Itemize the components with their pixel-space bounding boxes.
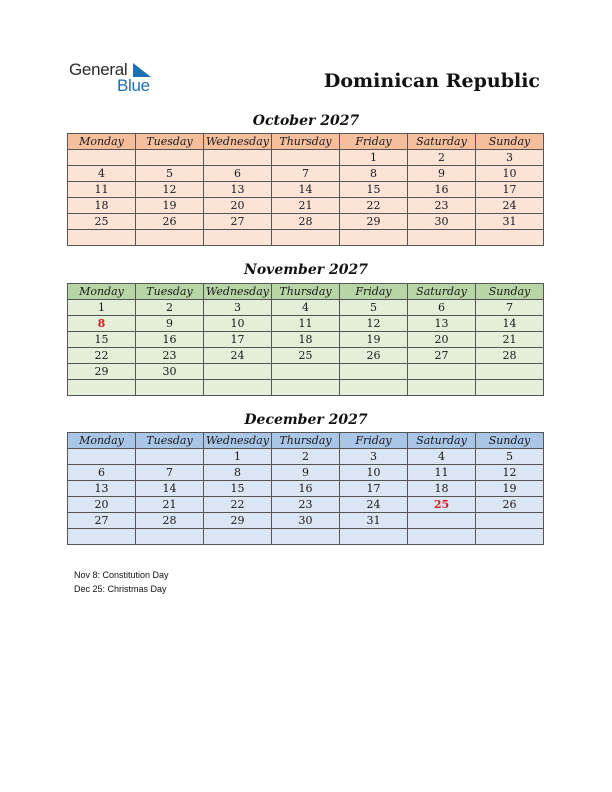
day-cell: 17: [204, 332, 272, 348]
day-cell: 26: [136, 214, 204, 230]
day-cell: 18: [408, 481, 476, 497]
empty-day-cell: [340, 364, 408, 380]
week-row: [68, 214, 544, 230]
day-cell: 23: [272, 497, 340, 513]
weekday-header: Sunday: [476, 433, 544, 449]
day-cell: 27: [204, 214, 272, 230]
weekday-header: Friday: [340, 433, 408, 449]
day-cell: 4: [408, 449, 476, 465]
empty-day-cell: [204, 150, 272, 166]
day-cell: 6: [204, 166, 272, 182]
day-cell: 21: [272, 198, 340, 214]
empty-day-cell: [476, 513, 544, 529]
day-cell: 2: [136, 300, 204, 316]
day-cell: 7: [272, 166, 340, 182]
empty-day-cell: [476, 380, 544, 396]
day-cell: 8: [204, 465, 272, 481]
day-cell: 30: [136, 364, 204, 380]
month-title: December 2027: [244, 412, 368, 428]
day-cell: 14: [272, 182, 340, 198]
day-cell: 15: [340, 182, 408, 198]
day-cell: 20: [68, 497, 136, 513]
day-cell: 25: [68, 214, 136, 230]
week-row: [68, 182, 544, 198]
empty-day-cell: [340, 380, 408, 396]
day-cell: 12: [136, 182, 204, 198]
weekday-header: Monday: [68, 433, 136, 449]
empty-day-cell: [68, 529, 136, 545]
empty-day-cell: [136, 449, 204, 465]
day-cell: 9: [136, 316, 204, 332]
logo: [69, 60, 169, 96]
weekday-header: Thursday: [272, 134, 340, 150]
day-cell: 4: [272, 300, 340, 316]
weekday-header-row: [68, 134, 544, 150]
day-cell: 22: [68, 348, 136, 364]
day-cell: 13: [408, 316, 476, 332]
empty-day-cell: [476, 230, 544, 246]
empty-day-cell: [408, 529, 476, 545]
day-cell: 28: [476, 348, 544, 364]
weekday-header: Wednesday: [204, 134, 272, 150]
day-cell: 28: [272, 214, 340, 230]
day-cell: 31: [476, 214, 544, 230]
empty-day-cell: [476, 364, 544, 380]
month-title: October 2027: [252, 113, 360, 129]
day-cell: 29: [204, 513, 272, 529]
empty-day-cell: [476, 529, 544, 545]
day-cell: 24: [340, 497, 408, 513]
weekday-header: Saturday: [408, 134, 476, 150]
day-cell: 9: [272, 465, 340, 481]
logo-general-text: General: [69, 60, 128, 79]
weekday-header-row: [68, 433, 544, 449]
logo-blue-text: Blue: [117, 76, 150, 95]
day-cell: 15: [68, 332, 136, 348]
day-cell: 1: [68, 300, 136, 316]
empty-day-cell: [204, 230, 272, 246]
empty-day-cell: [68, 380, 136, 396]
day-cell: 30: [272, 513, 340, 529]
empty-day-cell: [68, 449, 136, 465]
day-cell: 14: [476, 316, 544, 332]
weekday-header: Friday: [340, 284, 408, 300]
day-cell: 13: [68, 481, 136, 497]
day-cell: 7: [136, 465, 204, 481]
day-cell: 14: [136, 481, 204, 497]
day-cell: 3: [340, 449, 408, 465]
day-cell: 12: [476, 465, 544, 481]
empty-day-cell: [408, 380, 476, 396]
day-cell: 9: [408, 166, 476, 182]
day-cell: 20: [204, 198, 272, 214]
week-row: [68, 332, 544, 348]
empty-day-cell: [272, 150, 340, 166]
week-row: [68, 465, 544, 481]
day-cell: 2: [408, 150, 476, 166]
day-cell: 24: [204, 348, 272, 364]
empty-day-cell: [408, 230, 476, 246]
day-cell: 25: [272, 348, 340, 364]
day-cell: 11: [272, 316, 340, 332]
day-cell: 7: [476, 300, 544, 316]
day-cell: 3: [476, 150, 544, 166]
empty-day-cell: [136, 380, 204, 396]
empty-day-cell: [136, 529, 204, 545]
logo-flag-icon: [133, 63, 151, 77]
day-cell: 10: [204, 316, 272, 332]
day-cell: 18: [68, 198, 136, 214]
day-cell: 5: [476, 449, 544, 465]
day-cell: 29: [68, 364, 136, 380]
empty-day-cell: [204, 364, 272, 380]
day-cell: 1: [204, 449, 272, 465]
week-row: [68, 364, 544, 380]
empty-day-cell: [136, 230, 204, 246]
weekday-header: Sunday: [476, 134, 544, 150]
day-cell: 16: [136, 332, 204, 348]
empty-day-cell: [272, 529, 340, 545]
day-cell: 12: [340, 316, 408, 332]
weekday-header: Sunday: [476, 284, 544, 300]
day-cell: 5: [136, 166, 204, 182]
weekday-header: Monday: [68, 284, 136, 300]
holiday-day-cell: 25: [408, 497, 476, 513]
empty-day-cell: [408, 364, 476, 380]
day-cell: 6: [68, 465, 136, 481]
weekday-header: Monday: [68, 134, 136, 150]
week-row: [68, 316, 544, 332]
weekday-header: Wednesday: [204, 433, 272, 449]
month-calendar-table: [67, 432, 544, 545]
week-row: [68, 497, 544, 513]
day-cell: 22: [204, 497, 272, 513]
day-cell: 11: [408, 465, 476, 481]
holiday-note: Nov 8: Constitution Day: [74, 570, 169, 580]
day-cell: 10: [476, 166, 544, 182]
weekday-header: Wednesday: [204, 284, 272, 300]
day-cell: 5: [340, 300, 408, 316]
week-row: [68, 348, 544, 364]
empty-day-cell: [272, 364, 340, 380]
day-cell: 6: [408, 300, 476, 316]
day-cell: 16: [408, 182, 476, 198]
week-row: [68, 166, 544, 182]
month-calendar-table: [67, 133, 544, 246]
empty-day-cell: [204, 529, 272, 545]
day-cell: 8: [340, 166, 408, 182]
day-cell: 21: [476, 332, 544, 348]
month-calendar-table: [67, 283, 544, 396]
empty-day-cell: [408, 513, 476, 529]
weekday-header: Tuesday: [136, 433, 204, 449]
weekday-header: Thursday: [272, 433, 340, 449]
weekday-header: Saturday: [408, 284, 476, 300]
day-cell: 13: [204, 182, 272, 198]
day-cell: 4: [68, 166, 136, 182]
day-cell: 2: [272, 449, 340, 465]
day-cell: 19: [476, 481, 544, 497]
day-cell: 19: [340, 332, 408, 348]
day-cell: 27: [68, 513, 136, 529]
weekday-header: Friday: [340, 134, 408, 150]
week-row: [68, 449, 544, 465]
day-cell: 22: [340, 198, 408, 214]
empty-day-cell: [340, 230, 408, 246]
day-cell: 29: [340, 214, 408, 230]
week-row: [68, 150, 544, 166]
empty-day-cell: [204, 380, 272, 396]
holiday-notes: [74, 568, 169, 596]
day-cell: 1: [340, 150, 408, 166]
week-row: [68, 300, 544, 316]
day-cell: 23: [136, 348, 204, 364]
empty-day-cell: [136, 150, 204, 166]
week-row: [68, 380, 544, 396]
day-cell: 27: [408, 348, 476, 364]
empty-day-cell: [68, 230, 136, 246]
empty-day-cell: [340, 529, 408, 545]
country-title: Dominican Republic: [323, 70, 540, 92]
day-cell: 23: [408, 198, 476, 214]
day-cell: 17: [340, 481, 408, 497]
day-cell: 30: [408, 214, 476, 230]
holiday-note: Dec 25: Christmas Day: [74, 584, 167, 594]
day-cell: 10: [340, 465, 408, 481]
day-cell: 26: [340, 348, 408, 364]
weekday-header: Tuesday: [136, 134, 204, 150]
day-cell: 31: [340, 513, 408, 529]
empty-day-cell: [272, 230, 340, 246]
day-cell: 28: [136, 513, 204, 529]
day-cell: 20: [408, 332, 476, 348]
week-row: [68, 230, 544, 246]
day-cell: 16: [272, 481, 340, 497]
week-row: [68, 513, 544, 529]
weekday-header: Thursday: [272, 284, 340, 300]
weekday-header: Tuesday: [136, 284, 204, 300]
day-cell: 11: [68, 182, 136, 198]
day-cell: 18: [272, 332, 340, 348]
day-cell: 3: [204, 300, 272, 316]
month-title: November 2027: [244, 262, 368, 278]
empty-day-cell: [272, 380, 340, 396]
day-cell: 21: [136, 497, 204, 513]
day-cell: 24: [476, 198, 544, 214]
day-cell: 26: [476, 497, 544, 513]
week-row: [68, 529, 544, 545]
day-cell: 17: [476, 182, 544, 198]
holiday-day-cell: 8: [68, 316, 136, 332]
day-cell: 15: [204, 481, 272, 497]
empty-day-cell: [68, 150, 136, 166]
weekday-header-row: [68, 284, 544, 300]
day-cell: 19: [136, 198, 204, 214]
week-row: [68, 198, 544, 214]
week-row: [68, 481, 544, 497]
weekday-header: Saturday: [408, 433, 476, 449]
